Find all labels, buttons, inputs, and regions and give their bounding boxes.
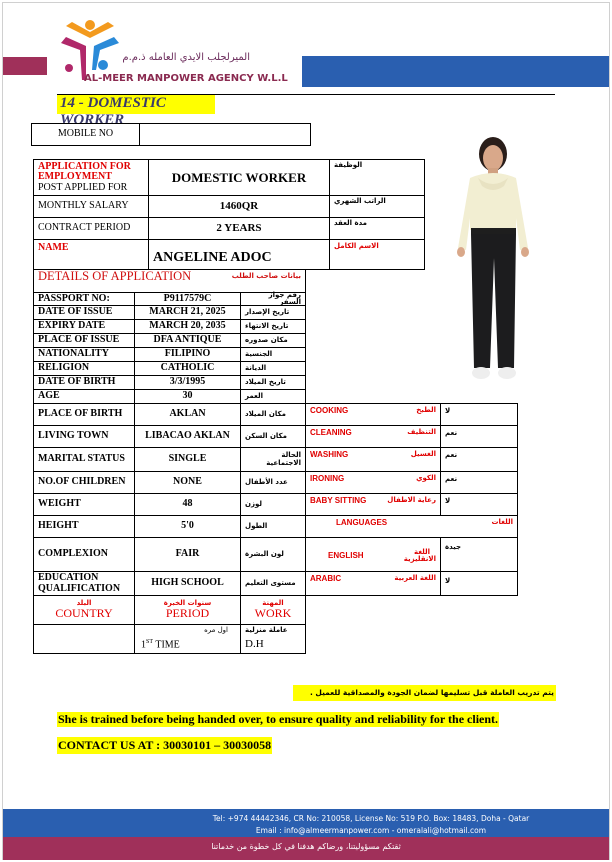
skill-cell bbox=[305, 471, 441, 494]
detail-label-arabic: الجنسية bbox=[240, 347, 306, 362]
work-header bbox=[240, 595, 306, 625]
detail-label: EDUCATION QUALIFICATION bbox=[33, 571, 135, 596]
detail-value: HIGH SCHOOL bbox=[134, 571, 241, 596]
experience-period-text bbox=[141, 639, 234, 651]
language-level: لا bbox=[440, 571, 518, 596]
detail-value: FAIR bbox=[134, 537, 241, 572]
detail-value: 5'0 bbox=[134, 515, 241, 538]
detail-value: MARCH 20, 2035 bbox=[134, 319, 241, 334]
work-header-arabic: المهنة bbox=[262, 599, 284, 608]
name-label: NAME bbox=[33, 239, 149, 270]
detail-value: NONE bbox=[134, 471, 241, 494]
skill-label: WASHING bbox=[310, 450, 349, 459]
detail-label: DATE OF ISSUE bbox=[33, 305, 135, 320]
detail-label: LIVING TOWN bbox=[33, 425, 135, 448]
experience-work-arabic: عاملة منزلية bbox=[245, 626, 288, 634]
detail-value: AKLAN bbox=[134, 403, 241, 426]
post-arabic: الوظيفة bbox=[329, 159, 425, 196]
skill-label: CLEANING bbox=[310, 428, 352, 437]
skill-cell bbox=[305, 493, 441, 516]
contract-label: CONTRACT PERIOD bbox=[33, 217, 149, 240]
detail-label: AGE bbox=[33, 389, 135, 404]
skill-value: لا bbox=[440, 403, 518, 426]
name-value: ANGELINE ADOC bbox=[148, 239, 330, 270]
details-title-arabic: بيانات صاحب الطلب bbox=[231, 272, 301, 280]
languages-label: LANGUAGES bbox=[336, 518, 388, 527]
detail-label-arabic: لون البشرة bbox=[240, 537, 306, 572]
post-value: DOMESTIC WORKER bbox=[148, 159, 330, 196]
skill-label-arabic: رعاية الاطفال bbox=[387, 496, 436, 504]
language-level: جيدة bbox=[440, 537, 518, 572]
detail-label-arabic: مستوى التعليم bbox=[240, 571, 306, 596]
footer-contact-bar bbox=[3, 809, 609, 837]
language-label: ENGLISH bbox=[328, 550, 364, 560]
application-label: APPLICATION FOR EMPLOYMENT bbox=[38, 160, 131, 183]
skill-label-arabic: الغسيل bbox=[410, 450, 436, 458]
skill-cell bbox=[305, 425, 441, 448]
detail-label-arabic: لوزن bbox=[240, 493, 306, 516]
detail-label: MARITAL STATUS bbox=[33, 447, 135, 472]
detail-value: DFA ANTIQUE bbox=[134, 333, 241, 348]
detail-label: RELIGION bbox=[33, 361, 135, 376]
detail-label-arabic: تاريخ الانتهاء bbox=[240, 319, 306, 334]
period-suffix: ST bbox=[146, 639, 154, 646]
detail-label-arabic: تاريخ الميلاد bbox=[240, 375, 306, 390]
company-logo bbox=[58, 18, 122, 80]
detail-value: 3/3/1995 bbox=[134, 375, 241, 390]
detail-label: PLACE OF BIRTH bbox=[33, 403, 135, 426]
work-header-label: WORK bbox=[254, 606, 292, 621]
header-maroon-bar bbox=[3, 57, 47, 75]
contact-numbers: CONTACT US AT : 30030101 – 30030058 bbox=[58, 738, 272, 752]
company-name-arabic: الميرلجلب الايدي العامله ذ.م.م bbox=[122, 52, 250, 63]
salary-arabic: الراتب الشهري bbox=[329, 195, 425, 218]
detail-label: NATIONALITY bbox=[33, 347, 135, 362]
period-number: 1 bbox=[141, 639, 146, 651]
detail-label-arabic: الطول bbox=[240, 515, 306, 538]
detail-label-arabic: تاريخ الإصدار bbox=[240, 305, 306, 320]
detail-label: COMPLEXION bbox=[33, 537, 135, 572]
detail-value: CATHOLIC bbox=[134, 361, 241, 376]
detail-value: 48 bbox=[134, 493, 241, 516]
detail-label: EXPIRY DATE bbox=[33, 319, 135, 334]
languages-label-arabic: اللغات bbox=[491, 518, 513, 526]
experience-country bbox=[33, 624, 135, 654]
footer-email: Email : info@almeermanpower.com - omeralali@hotmail.com bbox=[255, 826, 487, 835]
detail-value: SINGLE bbox=[134, 447, 241, 472]
period-header-label: PERIOD bbox=[165, 606, 210, 621]
detail-value: LIBACAO AKLAN bbox=[134, 425, 241, 448]
experience-work-text: D.H bbox=[245, 638, 264, 651]
skill-label: COOKING bbox=[310, 406, 349, 415]
language-cell bbox=[305, 571, 441, 596]
mobile-value bbox=[139, 123, 311, 146]
details-header bbox=[33, 269, 306, 293]
salary-value: 1460QR bbox=[148, 195, 330, 218]
post-label: POST APPLIED FOR bbox=[38, 181, 128, 193]
detail-label-arabic: الحالة الاجتماعية bbox=[240, 447, 306, 472]
language-label-arabic: اللغة العربية bbox=[394, 574, 436, 582]
detail-value: P9117579C bbox=[134, 292, 241, 306]
language-label-arabic: اللغة الانقليزية bbox=[403, 547, 436, 563]
contract-arabic: مدة العقد bbox=[329, 217, 425, 240]
skill-label-arabic: الطبخ bbox=[416, 406, 436, 414]
name-arabic: الاسم الكامل bbox=[329, 239, 425, 270]
skill-label-arabic: الكوي bbox=[416, 474, 436, 482]
skill-label: BABY SITTING bbox=[310, 496, 367, 505]
experience-period bbox=[134, 624, 241, 654]
experience-work bbox=[240, 624, 306, 654]
detail-label: PASSPORT NO: bbox=[33, 292, 135, 306]
company-name: AL-MEER MANPOWER AGENCY W.L.L bbox=[84, 73, 288, 84]
skill-value: لا bbox=[440, 493, 518, 516]
note-arabic: يتم تدريب العاملة قبل تسليمها لضمان الجودة والمصداقية للعميل . bbox=[293, 685, 556, 701]
skill-label: IRONING bbox=[310, 474, 345, 483]
detail-label-arabic: رقم جواز السفر bbox=[240, 292, 306, 306]
footer-address: Tel: +974 44442346, CR No: 210058, License No: 519 P.O. Box: 18483, Doha - Qatar bbox=[212, 814, 530, 823]
detail-label: NO.OF CHILDREN bbox=[33, 471, 135, 494]
skill-cell bbox=[305, 447, 441, 472]
details-title: DETAILS OF APPLICATION bbox=[38, 269, 192, 283]
detail-label: DATE OF BIRTH bbox=[33, 375, 135, 390]
detail-label-arabic: الديانة bbox=[240, 361, 306, 376]
skill-value: نعم bbox=[440, 471, 518, 494]
period-header bbox=[134, 595, 241, 625]
country-header bbox=[33, 595, 135, 625]
skill-value: نعم bbox=[440, 425, 518, 448]
skill-value: نعم bbox=[440, 447, 518, 472]
page-title: 14 - DOMESTIC WORKER bbox=[57, 95, 215, 114]
detail-value: FILIPINO bbox=[134, 347, 241, 362]
detail-label: HEIGHT bbox=[33, 515, 135, 538]
mobile-label: MOBILE NO bbox=[31, 123, 140, 146]
detail-label-arabic: مكان الميلاد bbox=[240, 403, 306, 426]
period-unit: TIME bbox=[153, 639, 180, 651]
country-header-arabic: البلد bbox=[76, 599, 92, 608]
detail-label-arabic: مكان السكن bbox=[240, 425, 306, 448]
detail-value: 30 bbox=[134, 389, 241, 404]
detail-label: PLACE OF ISSUE bbox=[33, 333, 135, 348]
country-header-label: COUNTRY bbox=[55, 606, 113, 621]
detail-label-arabic: عدد الأطفال bbox=[240, 471, 306, 494]
detail-value: MARCH 21, 2025 bbox=[134, 305, 241, 320]
skill-cell bbox=[305, 403, 441, 426]
note-english: She is trained before being handed over, to ensure quality and reliability for the client. bbox=[58, 712, 499, 726]
skill-label-arabic: التنظيف bbox=[407, 428, 436, 436]
period-header-arabic: سنوات الخبرة bbox=[163, 599, 212, 608]
language-cell bbox=[305, 537, 441, 572]
worker-photo bbox=[440, 128, 550, 396]
footer-slogan-bar bbox=[3, 837, 609, 860]
detail-label: WEIGHT bbox=[33, 493, 135, 516]
detail-label-arabic: العمر bbox=[240, 389, 306, 404]
salary-label: MONTHLY SALARY bbox=[33, 195, 149, 218]
post-label-cell bbox=[33, 159, 149, 196]
contract-value: 2 YEARS bbox=[148, 217, 330, 240]
footer-slogan: ثقتكم مسؤوليتنا، ورضاكم هدفنا في كل خطوة من خدماتنا bbox=[211, 842, 401, 851]
language-label: ARABIC bbox=[310, 574, 342, 583]
header-blue-bar bbox=[302, 56, 609, 87]
languages-header bbox=[305, 515, 518, 538]
detail-label-arabic: مكان صدوره bbox=[240, 333, 306, 348]
experience-period-arabic: اول مره bbox=[204, 626, 228, 634]
